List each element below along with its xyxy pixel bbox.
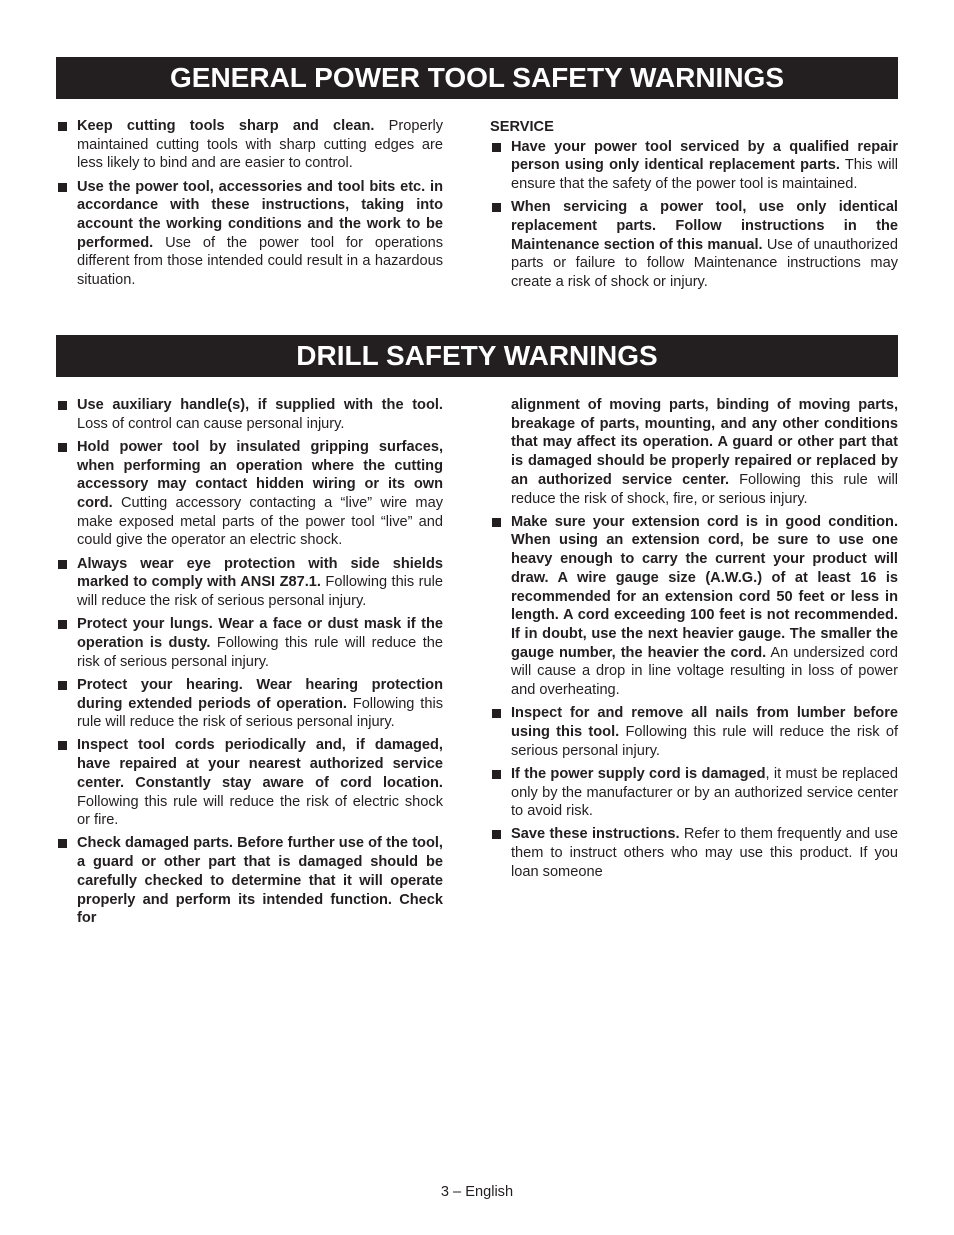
square-bullet-icon — [492, 709, 501, 718]
drill-warnings-heading: DRILL SAFETY WARNINGS — [56, 335, 898, 377]
list-item: Protect your lungs. Wear a face or dust mask if the operation is dusty. Following this rule will reduce the risk of serious personal injury. — [56, 615, 443, 671]
list-item: Check damaged parts. Before further use of the tool, a guard or other part that is damaged should be carefully checked to determine that it will operate properly and perform its intended function. Check for — [56, 834, 443, 928]
page-number: 3 – English — [440, 1184, 514, 1200]
list-item-continuation: alignment of moving parts, binding of moving parts, breakage of parts, mounting, and any other conditions that may affect its operation. A guard or other part that is damaged should be properly repaired or replaced by an authorized service center. Following this rule will reduce the risk of shock, fire, or serious injury. — [511, 397, 898, 507]
list-item: Hold power tool by insulated gripping surfaces, when performing an operation where the cutting accessory may contact hidden wiring or its own cord. Cutting accessory contacting a “live” wire may make exposed metal parts of the power tool “live” and could give the operator an electric shock. — [56, 438, 443, 550]
square-bullet-icon — [492, 830, 501, 839]
square-bullet-icon — [58, 183, 67, 192]
list-item: Always wear eye protection with side shields marked to comply with ANSI Z87.1. Following this rule will reduce the risk of serious personal injury. — [56, 555, 443, 611]
drill-left-column — [56, 396, 443, 932]
square-bullet-icon — [58, 401, 67, 410]
service-heading: SERVICE — [490, 119, 554, 135]
square-bullet-icon — [58, 560, 67, 569]
list-item: When servicing a power tool, use only identical replacement parts. Follow instructions in the Maintenance section of this manual. Use of unauthorized parts or failure to follow Maintenance instructions may create a risk of shock or injury. — [490, 198, 898, 292]
general-right-column — [490, 118, 898, 296]
list-item: If the power supply cord is damaged, it must be replaced only by the manufacturer or by an authorized service center to avoid risk. — [490, 765, 898, 821]
list-item: Keep cutting tools sharp and clean. Properly maintained cutting tools with sharp cutting edges are less likely to bind and are easier to control. — [56, 117, 443, 173]
square-bullet-icon — [58, 620, 67, 629]
square-bullet-icon — [492, 518, 501, 527]
list-item: Inspect tool cords periodically and, if damaged, have repaired at your nearest authorized service center. Constantly stay aware of cord location. Following this rule will reduce the risk of electric shock or fire. — [56, 736, 443, 830]
general-warnings-heading: GENERAL POWER TOOL SAFETY WARNINGS — [56, 57, 898, 99]
square-bullet-icon — [58, 741, 67, 750]
drill-right-column — [490, 396, 898, 886]
list-item: Use the power tool, accessories and tool bits etc. in accordance with these instructions, taking into account the working conditions and the work to be performed. Use of the power tool for operations different from those intended could result in a hazardous situation. — [56, 178, 443, 290]
list-item: Make sure your extension cord is in good condition. When using an extension cord, be sure to use one heavy enough to carry the current your product will draw. A wire gauge size (A.W.G.) of at least 16 is recommended for an extension cord 50 feet or less in length. A cord exceeding 100 feet is not recommended. If in doubt, use the next heavier gauge. The smaller the gauge number, the heavier the cord. An undersized cord will cause a drop in line voltage resulting in loss of power and overheating. — [490, 513, 898, 700]
square-bullet-icon — [492, 770, 501, 779]
square-bullet-icon — [58, 122, 67, 131]
list-item: Save these instructions. Refer to them frequently and use them to instruct others who may use this product. If you loan someone — [490, 825, 898, 881]
square-bullet-icon — [58, 443, 67, 452]
square-bullet-icon — [492, 203, 501, 212]
square-bullet-icon — [58, 839, 67, 848]
list-item: Protect your hearing. Wear hearing protection during extended periods of operation. Following this rule will reduce the risk of serious personal injury. — [56, 676, 443, 732]
list-item: Have your power tool serviced by a qualified repair person using only identical replacement parts. This will ensure that the safety of the power tool is maintained. — [490, 138, 898, 194]
list-item: Use auxiliary handle(s), if supplied with the tool. Loss of control can cause personal injury. — [56, 396, 443, 433]
general-left-column — [56, 117, 443, 294]
square-bullet-icon — [58, 681, 67, 690]
list-item: Inspect for and remove all nails from lumber before using this tool. Following this rule will reduce the risk of serious personal injury. — [490, 704, 898, 760]
square-bullet-icon — [492, 143, 501, 152]
